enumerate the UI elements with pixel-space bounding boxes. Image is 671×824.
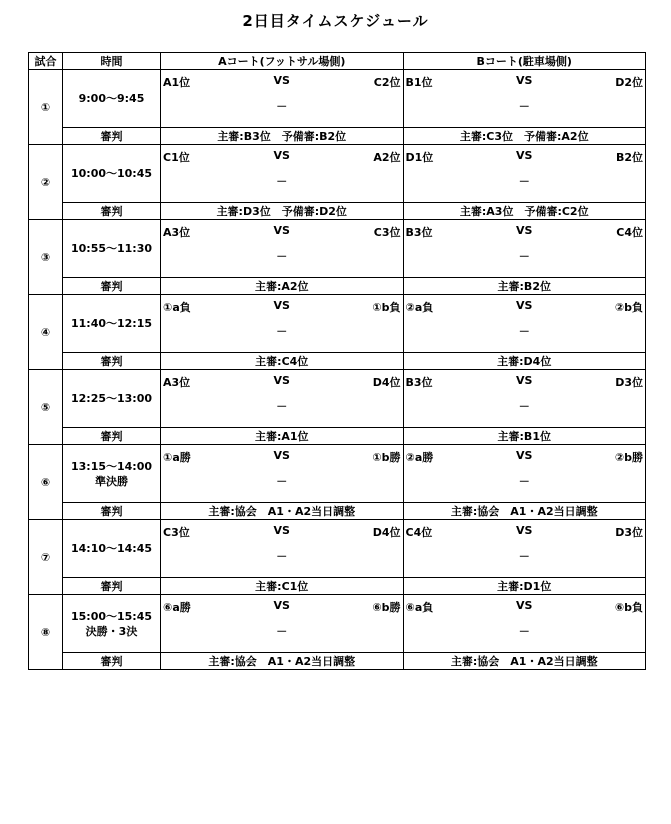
court-a-referee: 主審:D3位 予備審:D2位 [161, 203, 404, 220]
court-a-match [161, 445, 403, 502]
court-b-match [404, 595, 646, 652]
score-dash: － [518, 100, 530, 113]
match-row [29, 445, 646, 503]
page-title: 2日目タイムスケジュール [242, 12, 429, 30]
match-time: 10:55～11:30 [70, 242, 153, 255]
vs-label: VS [273, 149, 290, 162]
schedule-table [28, 52, 646, 670]
score-dash: － [518, 250, 530, 263]
court-a-match [161, 70, 403, 127]
court-a-match [161, 595, 403, 652]
court-a-cell [161, 70, 404, 128]
court-b-referee: 主審:D4位 [403, 353, 646, 370]
court-b-match [404, 220, 646, 277]
score-dash: － [276, 100, 288, 113]
match-time-cell [63, 70, 161, 128]
home-team: ②a勝 [405, 451, 434, 464]
home-team: D1位 [405, 151, 434, 164]
match-time: 11:40～12:15 [70, 317, 153, 330]
match-number: ⑧ [29, 595, 63, 670]
court-a-match [161, 295, 403, 352]
vs-label: VS [273, 524, 290, 537]
match-stage: 決勝・3決 [85, 624, 138, 638]
referee-label: 審判 [63, 203, 161, 220]
court-a-cell [161, 595, 404, 653]
vs-label: VS [516, 74, 533, 87]
vs-label: VS [273, 299, 290, 312]
court-b-referee: 主審:B2位 [403, 278, 646, 295]
home-team: B3位 [405, 376, 433, 389]
court-b-referee: 主審:C3位 予備審:A2位 [403, 128, 646, 145]
referee-row [29, 503, 646, 520]
match-row [29, 595, 646, 653]
away-team: ②b負 [614, 301, 643, 314]
court-b-match [404, 70, 646, 127]
match-row [29, 145, 646, 203]
referee-label: 審判 [63, 578, 161, 595]
vs-label: VS [516, 224, 533, 237]
vs-label: VS [273, 449, 290, 462]
away-team: C2位 [373, 76, 401, 89]
score-dash: － [276, 475, 288, 488]
away-team: ②b勝 [614, 451, 643, 464]
match-number: ① [29, 70, 63, 145]
court-b-cell [403, 445, 646, 503]
match-time: 15:00～15:45 [70, 609, 153, 623]
match-row [29, 520, 646, 578]
court-b-match [404, 145, 646, 202]
away-team: D2位 [615, 76, 643, 89]
court-a-referee: 主審:協会 A1・A2当日調整 [161, 503, 404, 520]
match-number: ② [29, 145, 63, 220]
court-a-cell [161, 295, 404, 353]
court-a-cell [161, 220, 404, 278]
header-match-no: 試合 [29, 53, 63, 70]
court-b-cell [403, 220, 646, 278]
score-dash: － [518, 325, 530, 338]
score-dash: － [518, 550, 530, 563]
home-team: A3位 [163, 376, 191, 389]
header-court-a: Aコート(フットサル場側) [161, 53, 404, 70]
match-row [29, 70, 646, 128]
referee-row [29, 128, 646, 145]
vs-label: VS [516, 149, 533, 162]
vs-label: VS [516, 449, 533, 462]
score-dash: － [518, 475, 530, 488]
court-a-match [161, 370, 403, 427]
match-stage: 準決勝 [95, 474, 128, 488]
home-team: ①a勝 [163, 451, 191, 464]
court-b-cell [403, 520, 646, 578]
court-a-referee: 主審:C1位 [161, 578, 404, 595]
vs-label: VS [516, 599, 533, 612]
score-dash: － [518, 175, 530, 188]
away-team: C3位 [373, 226, 401, 239]
home-team: ①a負 [163, 301, 191, 314]
match-time: 13:15～14:00 [70, 459, 153, 473]
away-team: D3位 [615, 526, 643, 539]
court-b-match [404, 520, 646, 577]
away-team: B2位 [615, 151, 643, 164]
away-team: ①b勝 [372, 451, 401, 464]
court-b-cell [403, 595, 646, 653]
score-dash: － [518, 400, 530, 413]
vs-label: VS [516, 374, 533, 387]
home-team: ⑥a勝 [163, 601, 191, 614]
home-team: C1位 [163, 151, 190, 164]
court-b-referee: 主審:B1位 [403, 428, 646, 445]
match-time: 14:10～14:45 [70, 542, 153, 555]
court-b-referee: 主審:A3位 予備審:C2位 [403, 203, 646, 220]
match-number: ⑦ [29, 520, 63, 595]
vs-label: VS [273, 374, 290, 387]
match-number: ④ [29, 295, 63, 370]
court-b-cell [403, 145, 646, 203]
court-b-referee: 主審:協会 A1・A2当日調整 [403, 503, 646, 520]
referee-row [29, 278, 646, 295]
home-team: C4位 [405, 526, 433, 539]
score-dash: － [276, 250, 288, 263]
court-a-match [161, 520, 403, 577]
match-time: 12:25～13:00 [70, 392, 153, 405]
away-team: A2位 [373, 151, 401, 164]
match-time-cell [63, 220, 161, 278]
court-b-referee: 主審:協会 A1・A2当日調整 [403, 653, 646, 670]
court-b-match [404, 445, 646, 502]
court-a-match [161, 145, 403, 202]
vs-label: VS [273, 74, 290, 87]
referee-label: 審判 [63, 278, 161, 295]
vs-label: VS [273, 224, 290, 237]
match-time: 9:00～9:45 [78, 92, 145, 105]
score-dash: － [276, 400, 288, 413]
vs-label: VS [516, 524, 533, 537]
match-time-cell [63, 445, 161, 503]
referee-row [29, 203, 646, 220]
home-team: C3位 [163, 526, 190, 539]
header-time: 時間 [63, 53, 161, 70]
home-team: B1位 [405, 76, 433, 89]
referee-label: 審判 [63, 428, 161, 445]
match-time-cell [63, 520, 161, 578]
court-a-cell [161, 145, 404, 203]
court-a-referee: 主審:A1位 [161, 428, 404, 445]
match-row [29, 295, 646, 353]
away-team: ⑥b負 [614, 601, 643, 614]
match-time-cell [63, 370, 161, 428]
match-row [29, 220, 646, 278]
home-team: A1位 [163, 76, 191, 89]
court-a-cell [161, 445, 404, 503]
match-time-cell [63, 595, 161, 653]
match-number: ⑤ [29, 370, 63, 445]
away-team: ⑥b勝 [372, 601, 401, 614]
referee-label: 審判 [63, 128, 161, 145]
match-time: 10:00～10:45 [70, 167, 153, 180]
match-number: ③ [29, 220, 63, 295]
referee-label: 審判 [63, 503, 161, 520]
court-a-referee: 主審:C4位 [161, 353, 404, 370]
away-team: D4位 [372, 376, 401, 389]
court-b-match [404, 370, 646, 427]
court-b-referee: 主審:D1位 [403, 578, 646, 595]
vs-label: VS [273, 599, 290, 612]
court-b-cell [403, 295, 646, 353]
match-number: ⑥ [29, 445, 63, 520]
court-a-referee: 主審:A2位 [161, 278, 404, 295]
score-dash: － [518, 625, 530, 638]
court-b-match [404, 295, 646, 352]
court-a-referee: 主審:B3位 予備審:B2位 [161, 128, 404, 145]
match-row [29, 370, 646, 428]
header-row [29, 53, 646, 70]
referee-row [29, 428, 646, 445]
away-team: D3位 [615, 376, 643, 389]
home-team: A3位 [163, 226, 191, 239]
home-team: ⑥a負 [405, 601, 434, 614]
away-team: C4位 [616, 226, 643, 239]
court-a-cell [161, 520, 404, 578]
match-time-cell [63, 295, 161, 353]
score-dash: － [276, 325, 288, 338]
court-a-referee: 主審:協会 A1・A2当日調整 [161, 653, 404, 670]
home-team: ②a負 [405, 301, 434, 314]
referee-row [29, 578, 646, 595]
referee-label: 審判 [63, 653, 161, 670]
away-team: ①b負 [372, 301, 401, 314]
referee-row [29, 653, 646, 670]
court-b-cell [403, 370, 646, 428]
score-dash: － [276, 625, 288, 638]
header-court-b: Bコート(駐車場側) [403, 53, 646, 70]
away-team: D4位 [372, 526, 401, 539]
referee-label: 審判 [63, 353, 161, 370]
vs-label: VS [516, 299, 533, 312]
court-a-match [161, 220, 403, 277]
court-a-cell [161, 370, 404, 428]
home-team: B3位 [405, 226, 433, 239]
referee-row [29, 353, 646, 370]
match-time-cell [63, 145, 161, 203]
score-dash: － [276, 175, 288, 188]
score-dash: － [276, 550, 288, 563]
court-b-cell [403, 70, 646, 128]
